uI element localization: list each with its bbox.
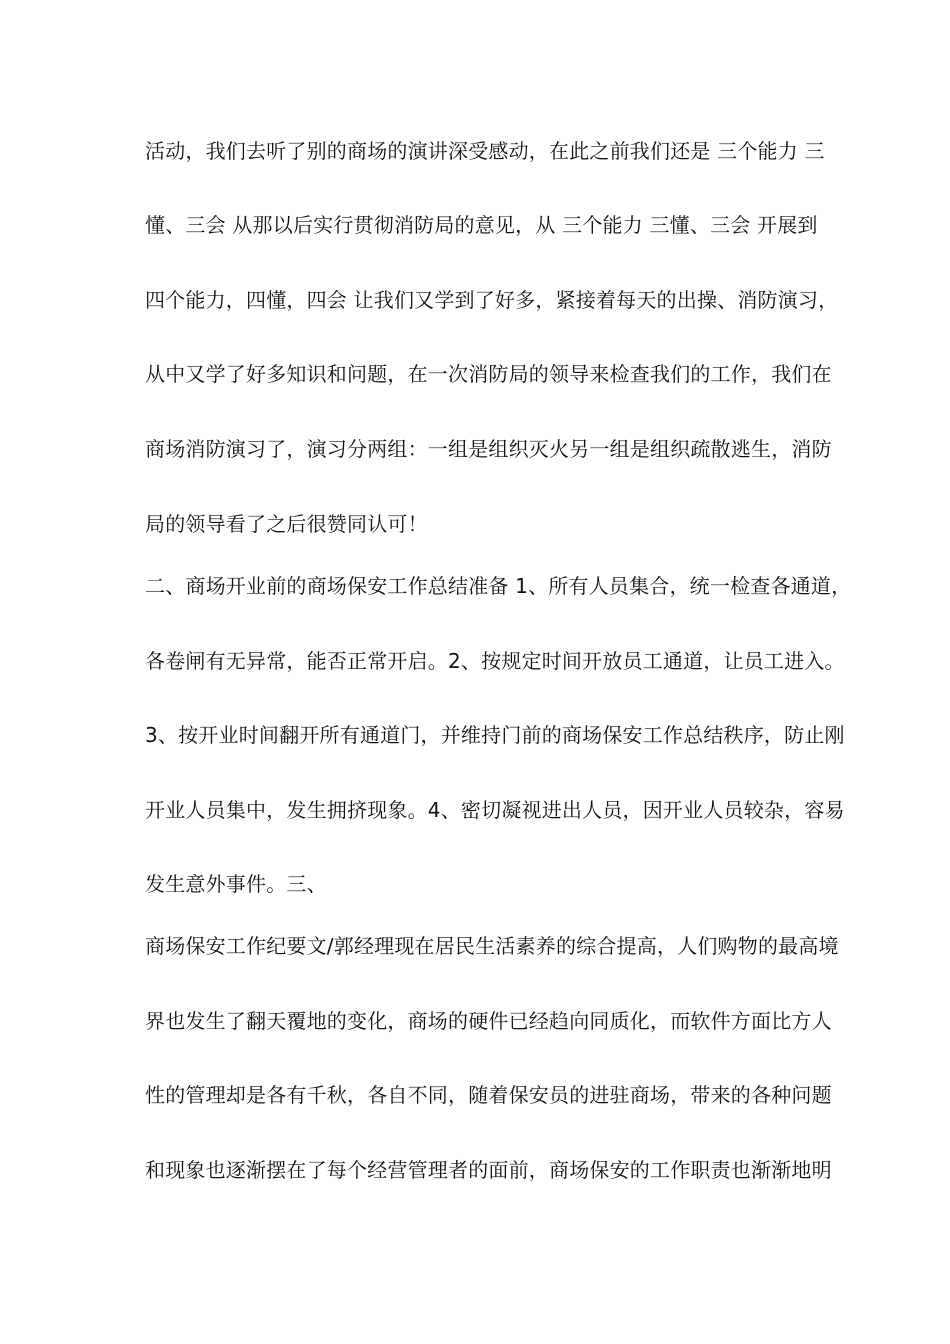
paragraph-line-12: 商场保安工作纪要文/郭经理现在居民生活素养的综合提高，人们购物的最高境: [145, 934, 839, 958]
paragraph-line-4: 从中又学了好多知识和问题，在一次消防局的领导来检查我们的工作，我们在: [145, 362, 832, 386]
paragraph-line-5: 商场消防演习了，演习分两组：一组是组织灭火另一组是组织疏散逃生，消防: [145, 437, 832, 461]
paragraph-line-1: 活动，我们去听了别的商场的演讲深受感动，在此之前我们还是 三个能力 三: [145, 139, 825, 163]
paragraph-line-2: 懂、三会 从那以后实行贯彻消防局的意见，从 三个能力 三懂、三会 开展到: [145, 213, 818, 237]
paragraph-line-10: 开业人员集中，发生拥挤现象。4、密切凝视进出人员，因开业人员较杂，容易: [145, 798, 845, 822]
paragraph-line-13: 界也发生了翻天覆地的变化，商场的硬件已经趋向同质化，而软件方面比方人: [145, 1009, 832, 1033]
paragraph-line-14: 性的管理却是各有千秋，各自不同，随着保安员的进驻商场，带来的各种问题: [145, 1083, 832, 1107]
paragraph-line-15: 和现象也逐渐摆在了每个经营管理者的面前，商场保安的工作职责也渐渐地明: [145, 1158, 832, 1182]
paragraph-line-9: 3、按开业时间翻开所有通道门，并维持门前的商场保安工作总结秩序，防止刚: [145, 723, 845, 747]
paragraph-line-11: 发生意外事件。三、: [145, 872, 327, 896]
paragraph-line-3: 四个能力，四懂，四会 让我们又学到了好多，紧接着每天的出操、消防演习，: [145, 288, 839, 312]
paragraph-line-8: 各卷闸有无异常，能否正常开启。2、按规定时间开放员工通道，让员工进入。: [145, 649, 845, 673]
section-heading-line: 二、商场开业前的商场保安工作总结准备 1、所有人员集合，统一检查各通道，: [145, 574, 852, 598]
paragraph-line-6: 局的领导看了之后很赞同认可！: [145, 512, 428, 536]
